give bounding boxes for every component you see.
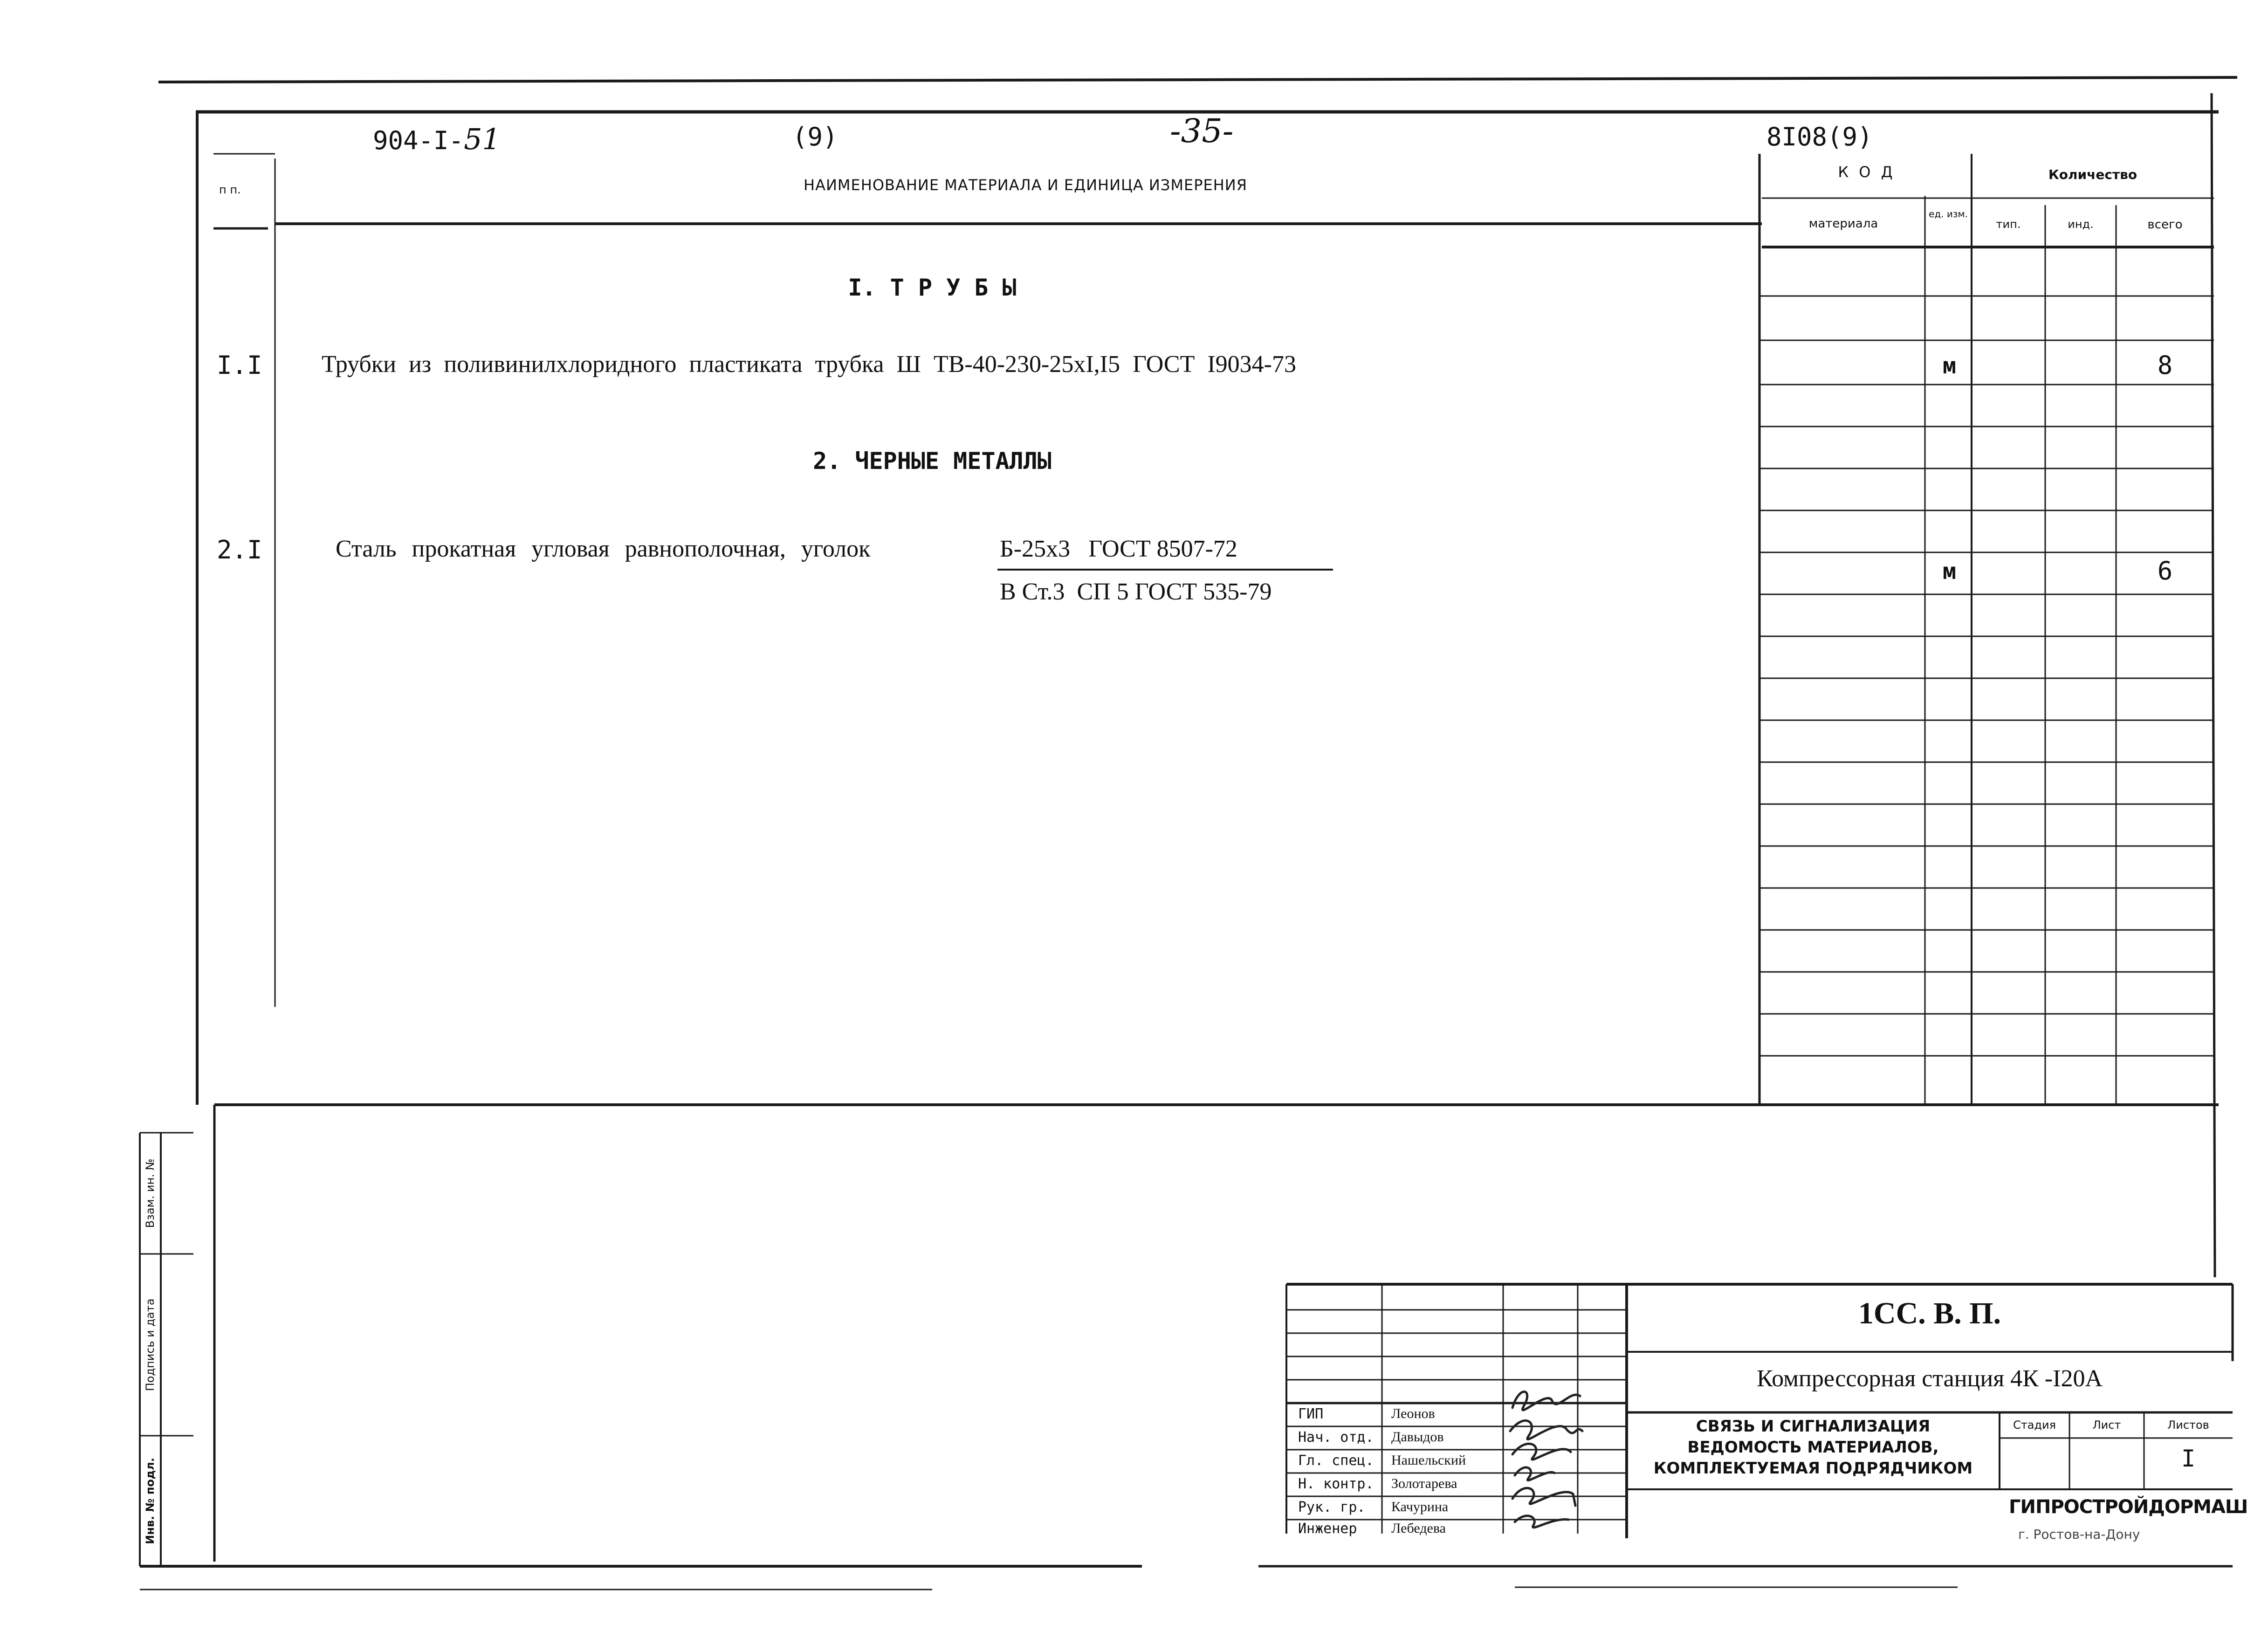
sheets-value: I xyxy=(2181,1445,2196,1472)
column-head-code: К О Д xyxy=(1838,163,1896,181)
unit-cell: м xyxy=(1943,558,1956,585)
sheets-label: Листов xyxy=(2167,1418,2209,1432)
column-head-ind: инд. xyxy=(2068,218,2094,231)
column-head-pp: п п. xyxy=(219,183,241,196)
staff-name: Лебедева xyxy=(1391,1521,1446,1536)
total-cell: 8 xyxy=(2157,351,2173,380)
signatures-icon xyxy=(1505,1380,1585,1538)
staff-name: Нашельский xyxy=(1391,1452,1466,1468)
sheet-code: 8I08(9) xyxy=(1766,122,1873,151)
staff-role: ГИП xyxy=(1298,1406,1324,1422)
column-head-quantity: Количество xyxy=(2048,167,2137,182)
total-cell: 6 xyxy=(2157,556,2173,585)
organization-city: г. Ростов-на-Дону xyxy=(2018,1527,2140,1542)
material-name: Трубки из поливинилхлоридного пластиката трубка Ш ТВ-40-230-25хI,I5 ГОСТ I9034-73 xyxy=(322,351,1296,378)
fraction-numerator: Б-25х3 ГОСТ 8507-72 xyxy=(1000,536,1237,562)
page-number: -35- xyxy=(1170,112,1234,150)
staff-role: Н. контр. xyxy=(1298,1476,1374,1492)
staff-role: Рук. гр. xyxy=(1298,1499,1366,1515)
drawing-designation: 1СС. В. П. xyxy=(1858,1296,2001,1330)
staff-name: Давыдов xyxy=(1391,1429,1444,1445)
column-head-typ: тип. xyxy=(1996,218,2021,231)
document-code xyxy=(373,122,501,156)
column-head-name: НАИМЕНОВАНИЕ МАТЕРИАЛА И ЕДИНИЦА ИЗМЕРЕНИЯ xyxy=(804,176,1247,194)
section-title-ferrous-metals: 2. ЧЕРНЫЕ МЕТАЛЛЫ xyxy=(813,447,1052,475)
row-number: I.I xyxy=(217,351,262,380)
column-head-unit: ед. изм. xyxy=(1929,208,1968,220)
side-stamp-inventory-number: Инв. № подл. xyxy=(144,1458,157,1544)
section-title-pipes: I. Т Р У Б Ы xyxy=(848,274,1017,301)
row-number: 2.I xyxy=(217,535,262,564)
side-stamp-replacement: Взам. ин. № xyxy=(144,1158,157,1228)
staff-name: Леонов xyxy=(1391,1406,1435,1421)
part-number: (9) xyxy=(792,122,838,151)
sheet-title-line-3: КОМПЛЕКТУЕМАЯ ПОДРЯДЧИКОМ xyxy=(1653,1459,1973,1478)
column-head-material: материала xyxy=(1808,217,1878,231)
unit-cell: м xyxy=(1943,353,1956,379)
sheet-label: Лист xyxy=(2092,1418,2121,1432)
column-head-total: всего xyxy=(2147,218,2183,232)
document-code-handwritten: 51 xyxy=(464,122,501,156)
sheet-title-line-1: СВЯЗЬ И СИГНАЛИЗАЦИЯ xyxy=(1696,1417,1931,1436)
fraction-denominator: В Ст.3 СП 5 ГОСТ 535-79 xyxy=(1000,578,1272,605)
staff-role: Гл. спец. xyxy=(1298,1452,1374,1469)
staff-name: Золотарева xyxy=(1391,1476,1457,1491)
object-name: Компрессорная станция 4К -I20А xyxy=(1757,1365,2103,1392)
side-stamp-signature-date: Подпись и дата xyxy=(144,1298,157,1391)
organization-name: ГИПРОСТРОЙДОРМАШ xyxy=(2009,1496,2248,1518)
staff-role: Инженер xyxy=(1298,1521,1357,1537)
stage-label: Стадия xyxy=(2013,1418,2056,1432)
material-name: Сталь прокатная угловая равнополочная, уголок xyxy=(336,536,871,562)
sheet-title-line-2: ВЕДОМОСТЬ МАТЕРИАЛОВ, xyxy=(1687,1438,1939,1457)
staff-role: Нач. отд. xyxy=(1298,1429,1374,1446)
staff-name: Качурина xyxy=(1391,1499,1449,1514)
document-code-printed: 904-I- xyxy=(373,126,464,155)
